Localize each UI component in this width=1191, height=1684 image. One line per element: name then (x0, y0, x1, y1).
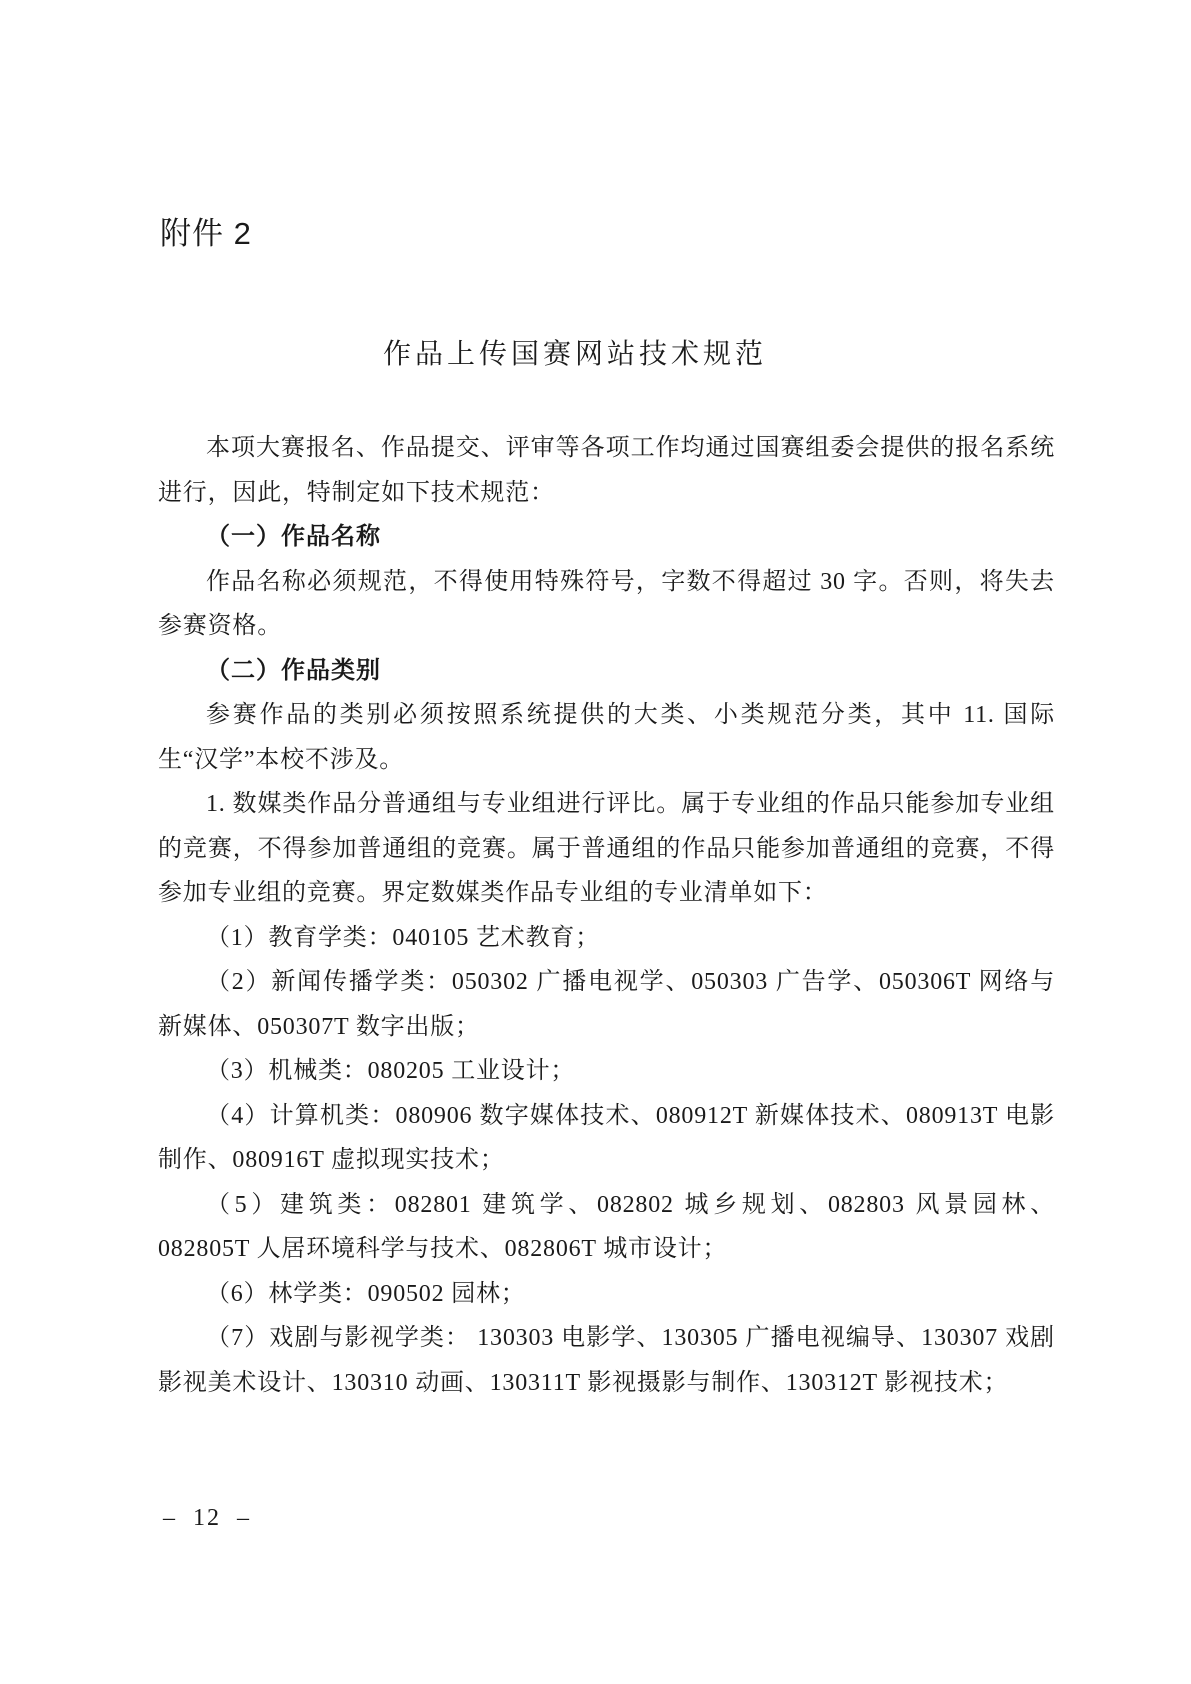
list-item-major-2: （2）新闻传播学类：050302 广播电视学、050303 广告学、050306T 网络与新媒体、050307T 数字出版； (158, 969, 1055, 1040)
paragraph-work-name-rule: 作品名称必须规范，不得使用特殊符号，字数不得超过 30 字。否则，将失去参赛资格。 (158, 568, 1055, 639)
paragraph-category-rule: 参赛作品的类别必须按照系统提供的大类、小类规范分类，其中 11. 国际生“汉学”本校不涉及。 (158, 702, 1055, 773)
paragraph-group-rule: 1. 数媒类作品分普通组与专业组进行评比。属于专业组的作品只能参加专业组的竞赛，不得参加普通组的竞赛。属于普通组的作品只能参加普通组的竞赛，不得参加专业组的竞赛。界定数媒类作品专业组的专业清单如下： (158, 791, 1055, 906)
list-item-major-1: （1）教育学类：040105 艺术教育； (206, 924, 600, 951)
list-item-major-7: （7）戏剧与影视学类： 130303 电影学、130305 广播电视编导、130307 戏剧影视美术设计、130310 动画、130311T 影视摄影与制作、130312T 影视技术； (158, 1325, 1055, 1396)
paragraph-intro: 本项大赛报名、作品提交、评审等各项工作均通过国赛组委会提供的报名系统进行，因此，特制定如下技术规范： (158, 435, 1055, 506)
attachment-label: 附件 2 (160, 216, 252, 251)
document-body (158, 426, 1055, 1405)
section-heading-work-category: （二）作品类别 (206, 656, 381, 684)
list-item-major-6: （6）林学类：090502 园林； (206, 1280, 526, 1307)
list-item-major-5: （5）建筑类：082801 建筑学、082802 城乡规划、082803 风景园林、082805T 人居环境科学与技术、082806T 城市设计； (158, 1191, 1055, 1262)
page-number: – 12 – (163, 1505, 251, 1531)
section-heading-work-name: （一）作品名称 (206, 523, 381, 550)
list-item-major-3: （3）机械类：080205 工业设计； (206, 1058, 576, 1084)
document-title: 作品上传国赛网站技术规范 (382, 339, 767, 370)
list-item-major-4: （4）计算机类：080906 数字媒体技术、080912T 新媒体技术、080913T 电影制作、080916T 虚拟现实技术； (158, 1102, 1055, 1173)
